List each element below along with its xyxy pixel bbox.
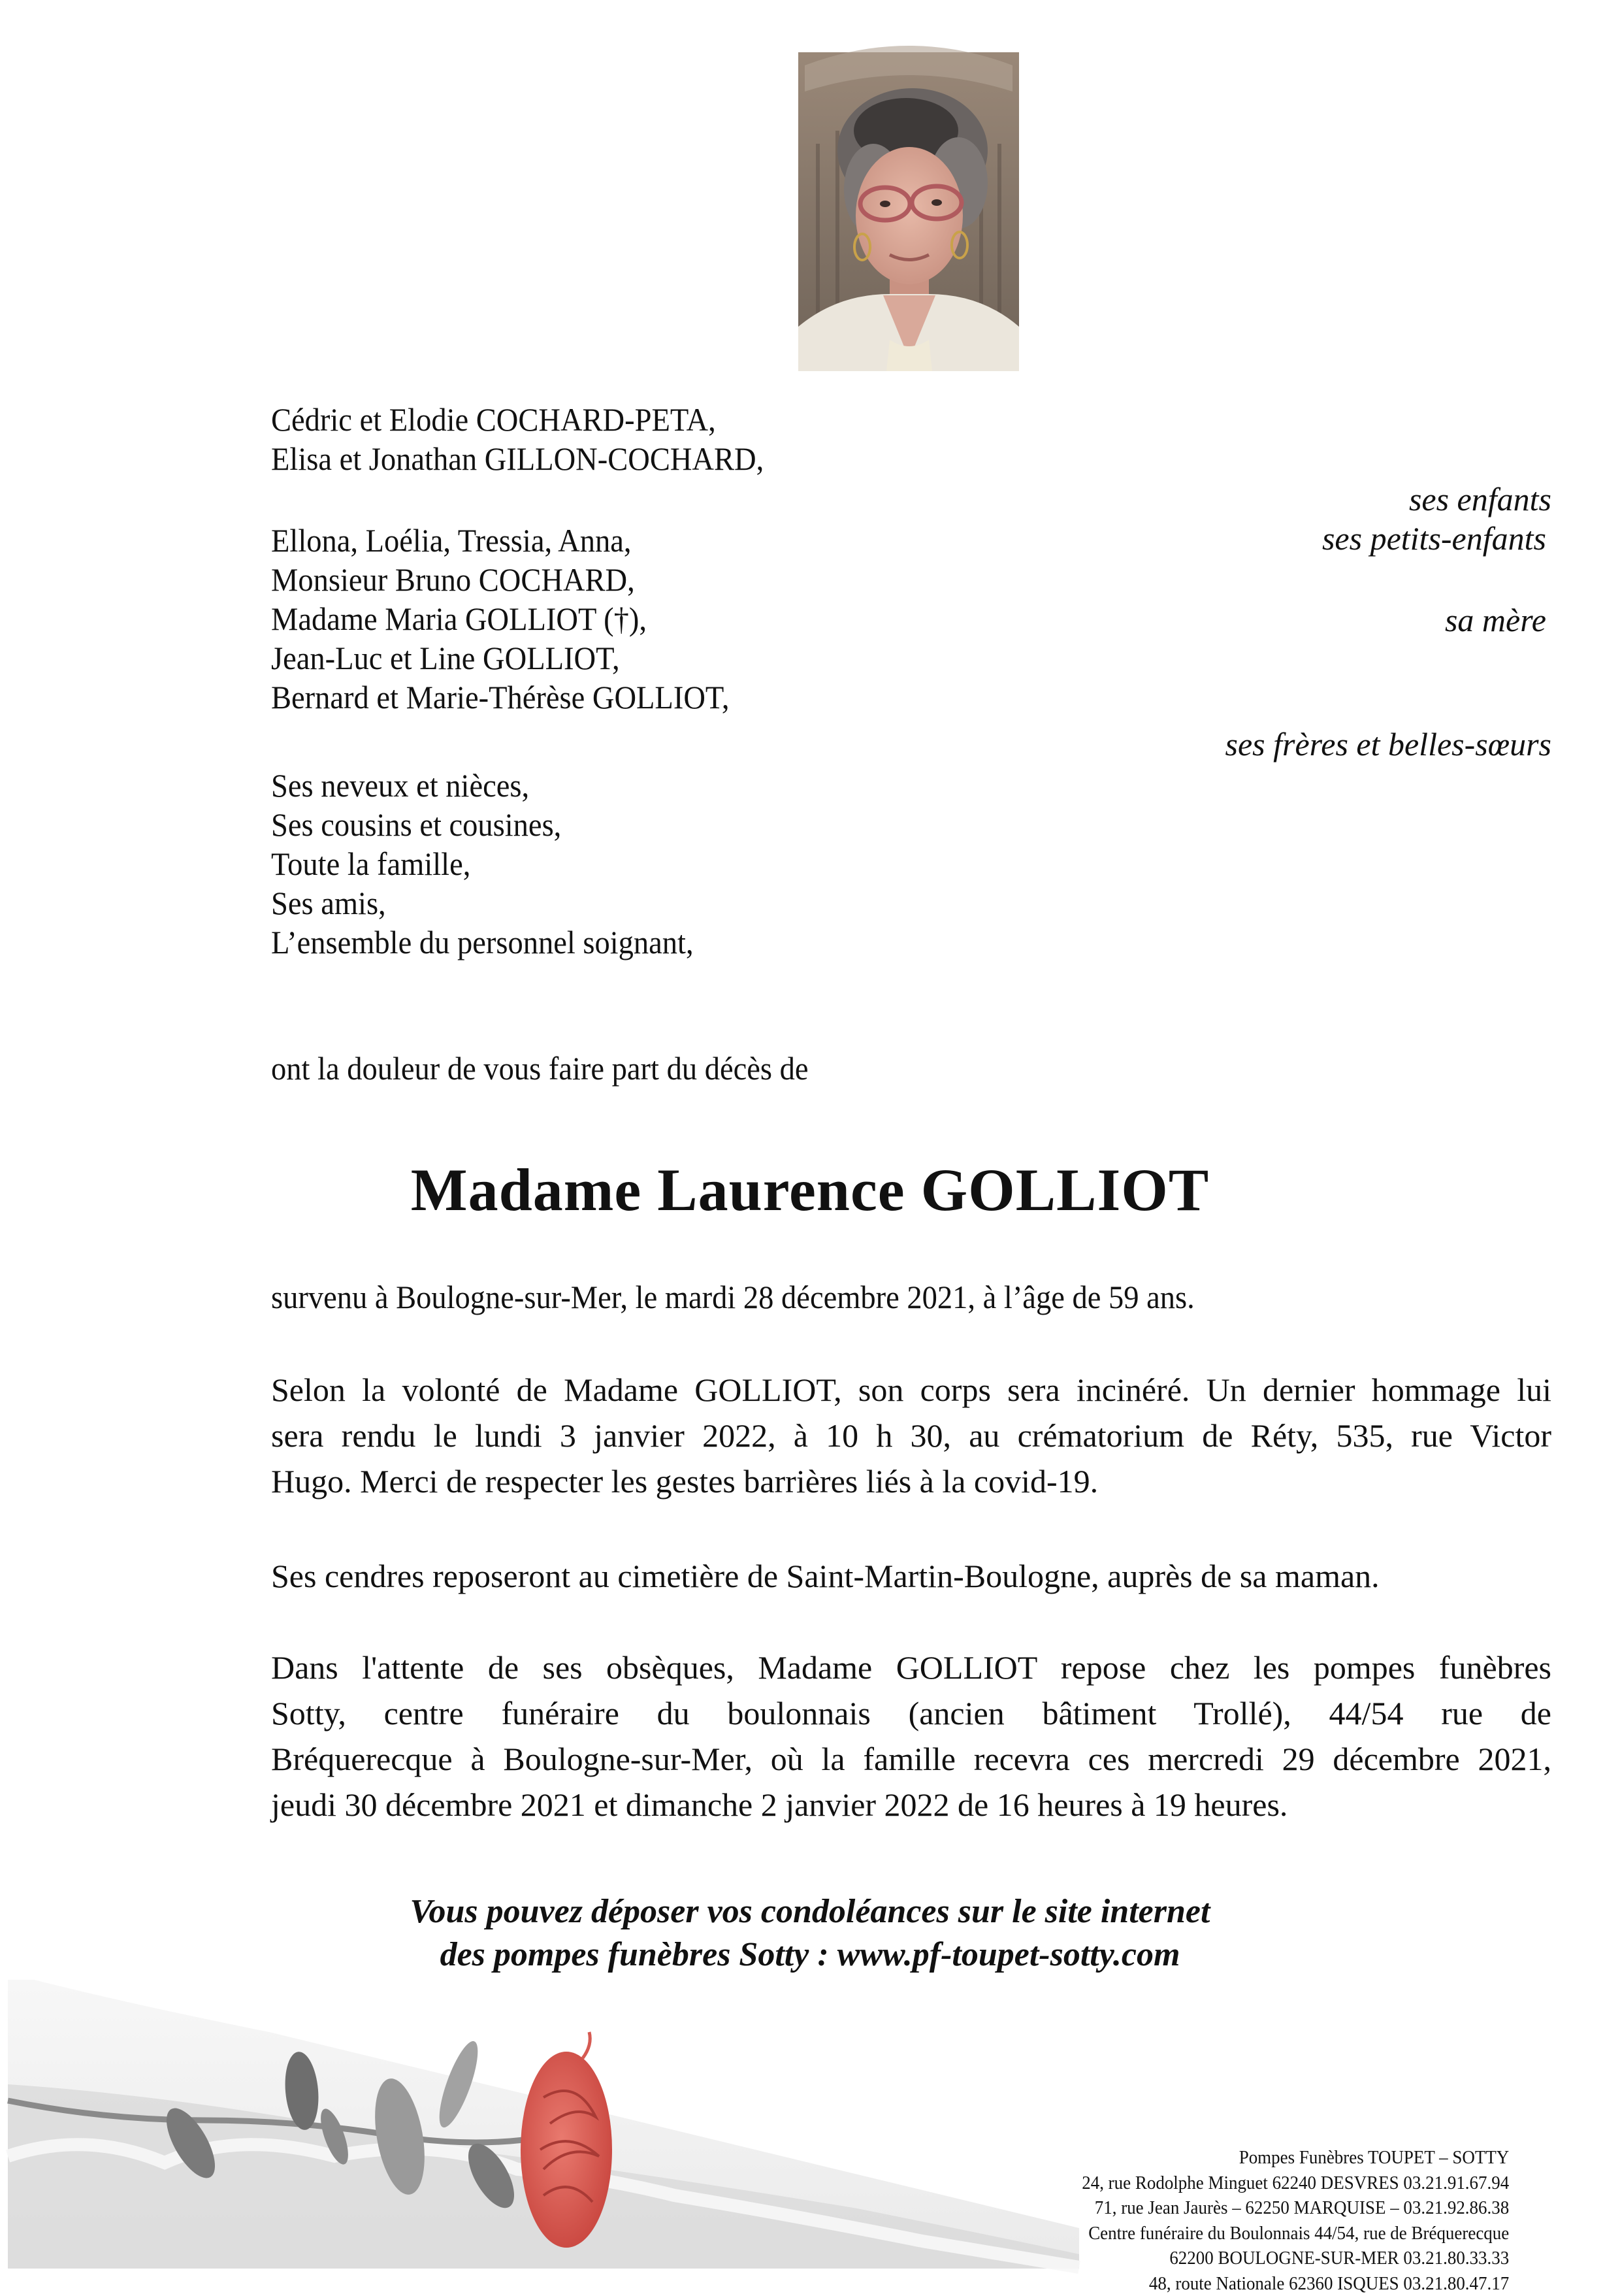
ceremony-paragraph bbox=[271, 1367, 1551, 1504]
relation-label: ses frères et belles-sœurs bbox=[1225, 725, 1552, 763]
funeral-home-contacts bbox=[1050, 2145, 1509, 2267]
family-line: Madame Maria GOLLIOT (†), bbox=[271, 599, 647, 638]
ashes-paragraph bbox=[271, 1553, 1551, 1599]
family-line: Ses neveux et nièces, bbox=[271, 766, 529, 805]
family-line: Elisa et Jonathan GILLON-COCHARD, bbox=[271, 439, 764, 478]
family-line: L’ensemble du personnel soignant, bbox=[271, 923, 694, 962]
relation-label: sa mère bbox=[1445, 601, 1546, 639]
condolences-line: Vous pouvez déposer vos condoléances sur le site internet bbox=[0, 1890, 1620, 1933]
family-line: Ses amis, bbox=[271, 883, 386, 923]
paragraph-line: sera rendu le lundi 3 janvier 2022, à 10 h 30, au crématorium de Réty, 535, rue Victor bbox=[271, 1413, 1551, 1458]
visitation-paragraph bbox=[271, 1645, 1551, 1828]
paragraph-line: Ses cendres reposeront au cimetière de Saint-Martin-Boulogne, auprès de sa maman. bbox=[271, 1553, 1551, 1599]
footer-line: 48, route Nationale 62360 ISQUES 03.21.80.47.17 bbox=[1082, 2271, 1509, 2296]
death-details: survenu à Boulogne-sur-Mer, le mardi 28 décembre 2021, à l’âge de 59 ans. bbox=[271, 1277, 1195, 1317]
red-rose bbox=[521, 2032, 612, 2248]
footer-line: 71, rue Jean Jaurès – 62250 MARQUISE – 03.21.92.86.38 bbox=[1082, 2195, 1509, 2221]
portrait-image bbox=[798, 52, 1019, 371]
paragraph-line: Sotty, centre funéraire du boulonnais (ancien bâtiment Trollé), 44/54 rue de bbox=[271, 1690, 1551, 1736]
footer-line: 24, rue Rodolphe Minguet 62240 DESVRES 03.21.91.67.94 bbox=[1082, 2171, 1509, 2196]
family-line: Ellona, Loélia, Tressia, Anna, bbox=[271, 521, 631, 560]
paragraph-line: jeudi 30 décembre 2021 et dimanche 2 janvier 2022 de 16 heures à 19 heures. bbox=[271, 1782, 1551, 1828]
family-line: Jean-Luc et Line GOLLIOT, bbox=[271, 638, 620, 678]
family-line: Cédric et Elodie COCHARD-PETA, bbox=[271, 400, 716, 439]
footer-line: 62200 BOULOGNE-SUR-MER 03.21.80.33.33 bbox=[1082, 2246, 1509, 2271]
family-line: Ses cousins et cousines, bbox=[271, 805, 561, 844]
deceased-name: Madame Laurence GOLLIOT bbox=[0, 1155, 1620, 1224]
announcement-intro: ont la douleur de vous faire part du décès de bbox=[271, 1049, 808, 1088]
condolences-note bbox=[0, 1890, 1620, 1976]
paragraph-line: Bréquerecque à Boulogne-sur-Mer, où la famille recevra ces mercredi 29 décembre 2021, bbox=[271, 1736, 1551, 1782]
portrait-photo bbox=[798, 52, 1019, 371]
condolences-website[interactable]: des pompes funèbres Sotty : www.pf-toupet-sotty.com bbox=[0, 1933, 1620, 1976]
rose-on-beach-image bbox=[8, 1980, 1079, 2269]
paragraph-line: Dans l'attente de ses obsèques, Madame GOLLIOT repose chez les pompes funèbres bbox=[271, 1645, 1551, 1690]
paragraph-line: Hugo. Merci de respecter les gestes barrières liés à la covid-19. bbox=[271, 1458, 1551, 1504]
footer-line: Centre funéraire du Boulonnais 44/54, rue de Bréquerecque bbox=[1082, 2221, 1509, 2246]
rose-decoration bbox=[8, 1980, 1079, 2269]
paragraph-line: Selon la volonté de Madame GOLLIOT, son corps sera incinéré. Un dernier hommage lui bbox=[271, 1367, 1551, 1413]
footer-line: Pompes Funèbres TOUPET – SOTTY bbox=[1082, 2145, 1509, 2171]
relation-label: ses enfants bbox=[1409, 480, 1551, 518]
family-line: Monsieur Bruno COCHARD, bbox=[271, 560, 635, 599]
family-line: Toute la famille, bbox=[271, 844, 470, 883]
relation-label: ses petits-enfants bbox=[1322, 519, 1546, 557]
family-line: Bernard et Marie-Thérèse GOLLIOT, bbox=[271, 678, 729, 717]
